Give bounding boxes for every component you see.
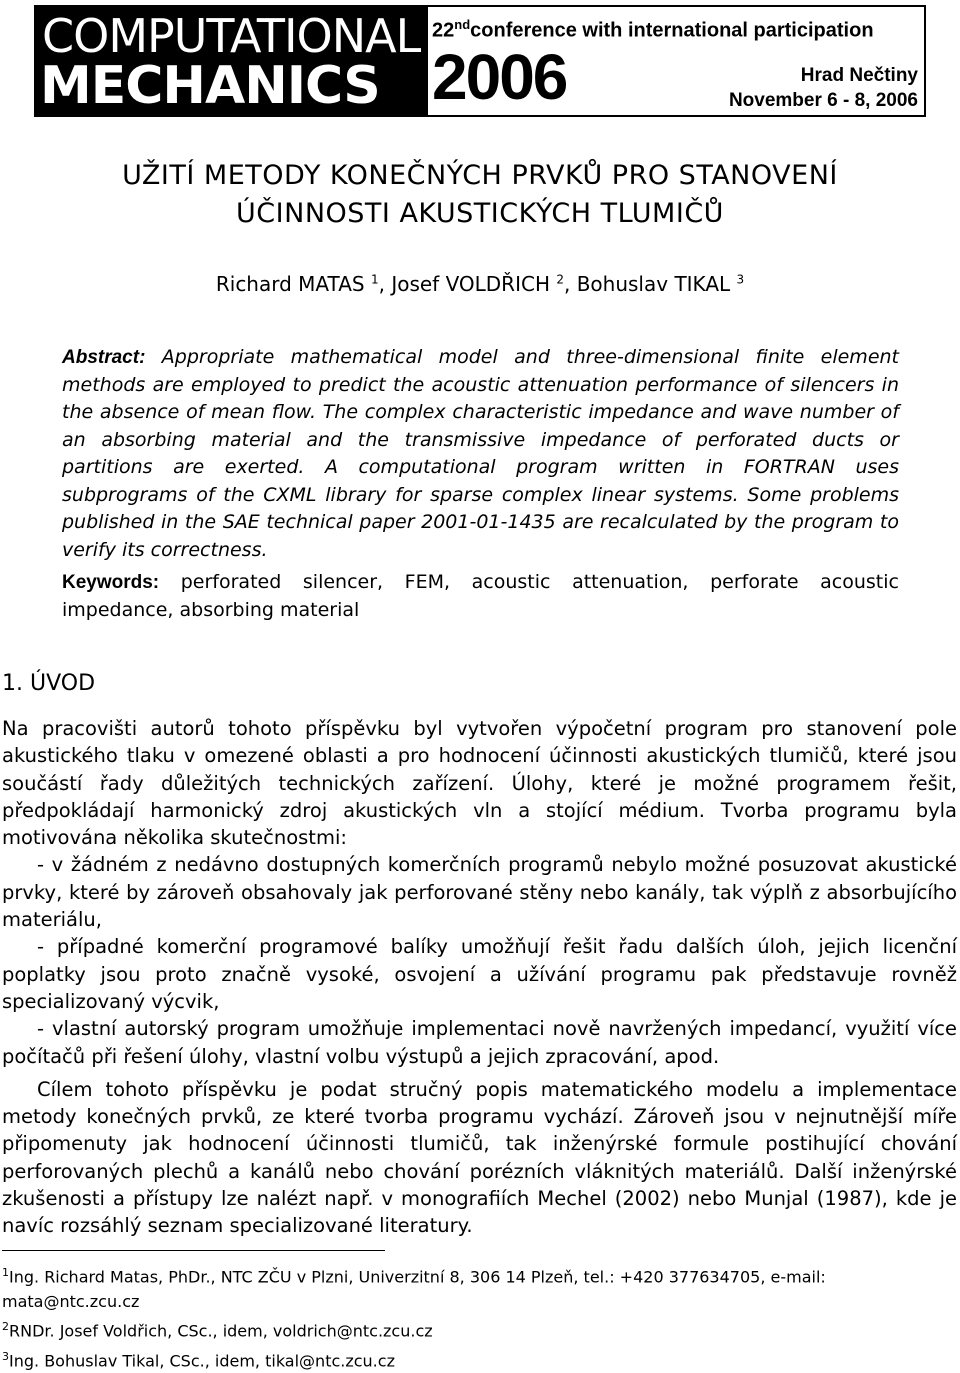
author-mark: 3	[736, 272, 745, 287]
footnote-mark: 1	[2, 1266, 9, 1279]
author-name: Josef VOLDŘICH	[391, 272, 550, 296]
author-name: Richard MATAS	[215, 272, 365, 296]
footnote-rule	[2, 1250, 385, 1251]
conference-info	[428, 7, 924, 115]
footnote-mark: 3	[2, 1349, 9, 1363]
footnote-text: Ing. Bohuslav Tikal, CSc., idem, tikal@ntc.zcu.cz	[9, 1350, 395, 1370]
conference-location: Hrad Nečtiny	[800, 65, 918, 86]
paper-title	[0, 157, 960, 233]
section-body	[2, 715, 957, 1240]
title-line-1: UŽITÍ METODY KONEČNÝCH PRVKŮ PRO STANOVENÍ	[122, 160, 838, 191]
abstract-label: Abstract:	[62, 347, 146, 368]
conference-year: 2006	[432, 41, 567, 113]
section-heading: 1. ÚVOD	[2, 671, 96, 696]
footnote	[2, 1344, 957, 1373]
footnote	[2, 1314, 957, 1343]
conference-ordinal-suffix: nd	[454, 17, 471, 32]
conference-logo	[36, 7, 426, 115]
logo-bottom-text: MECHANICS	[40, 56, 380, 116]
keywords-text: perforated silencer, FEM, acoustic attenuation, perforate acoustic impedance, absorbing material	[62, 571, 899, 621]
title-line-2: ÚČINNOSTI AKUSTICKÝCH TLUMIČŮ	[236, 198, 724, 229]
author-name: Bohuslav TIKAL	[576, 272, 731, 296]
conference-place	[729, 63, 918, 113]
conference-subtitle	[432, 17, 874, 43]
body-paragraph: Cílem tohoto příspěvku je podat stručný popis matematického modelu a implementace metody konečných prvků, ze které tvorba programu vychází. Zároveň jsou v nejnutnější míře připomenuty jak hodnocení účinnosti tlumičů, tak inženýrské formule postihující chování perforovaných plechů a kanálů nebo chování porézních vláknitých materiálů. Další inženýrské zkušenosti a přístupy lze nalézt např. v monografiích Mechel (2002) nebo Munjal (1987), kde je navíc rozsáhlý seznam specializované literatury.	[2, 1077, 957, 1238]
footnote-mark: 2	[2, 1320, 9, 1334]
footnotes	[2, 1260, 957, 1373]
footnote-text: Ing. Richard Matas, PhDr., NTC ZČU v Plzni, Univerzitní 8, 306 14 Plzeň, tel.: +420 377634705, e-mail: mata@ntc.zcu.cz	[2, 1267, 826, 1312]
abstract-text: Appropriate mathematical model and three-dimensional finite element methods are employed to predict the acoustic attenuation performance of silencers in the absence of mean flow. The complex characteristic impedance and wave number of an absorbing material and the transmissive impedance of perforated ducts or partitions are exerted. A computational program written in FORTRAN uses subprograms of the CXML library for sparse complex linear systems. Some problems published in the SAE technical paper 2001-01-1435 are recalculated by the program to verify its correctness.	[62, 346, 899, 561]
logo-top-text: COMPUTATIONAL	[42, 9, 421, 63]
abstract	[62, 344, 899, 564]
footnote-text: RNDr. Josef Voldřich, CSc., idem, voldrich@ntc.zcu.cz	[9, 1321, 433, 1341]
conference-ordinal: 22	[432, 19, 455, 42]
keywords	[62, 569, 899, 624]
author-list: Richard MATAS $^1$, Josef VOLDŘICH $^2$, Bohuslav TIKAL $^3$	[215, 272, 745, 296]
author-mark: 1	[370, 272, 379, 287]
conference-dates: November 6 - 8, 2006	[728, 90, 918, 111]
conference-text: conference with international participation	[470, 19, 874, 42]
bullet-paragraph: - v žádném z nedávno dostupných komerčních programů nebylo možné posuzovat akustické prvky, které by zároveň obsahovaly jak perforované stěny nebo kanály, tak výplň z absorbujícího materiálu,	[2, 853, 957, 932]
footnote	[2, 1260, 957, 1314]
conference-banner	[34, 5, 926, 117]
body-paragraph: Na pracovišti autorů tohoto příspěvku byl vytvořen výpočetní program pro stanovení pole akustického tlaku v omezené oblasti a pro hodnocení účinnosti akustických tlumičů, které jsou součástí řady důležitých technických zařízení. Úlohy, které je možné programem řešit, předpokládají harmonický zdroj akustických vln a stojící médium. Tvorba programu byla motivována několika skutečnostmi:	[2, 717, 957, 850]
keywords-label: Keywords:	[62, 572, 160, 593]
bullet-paragraph: - vlastní autorský program umožňuje implementaci nově navržených impedancí, využití více počítačů při řešení úlohy, vlastní volbu výstupů a jejich zpracování, apod.	[2, 1017, 957, 1068]
bullet-paragraph: - případné komerční programové balíky umožňují řešit řadu dalších úloh, jejich licenční poplatky jsou proto značně vysoké, osvojení a užívání programu pak představuje rovněž specializovaný výcvik,	[2, 935, 957, 1013]
author-mark: 2	[556, 272, 564, 287]
